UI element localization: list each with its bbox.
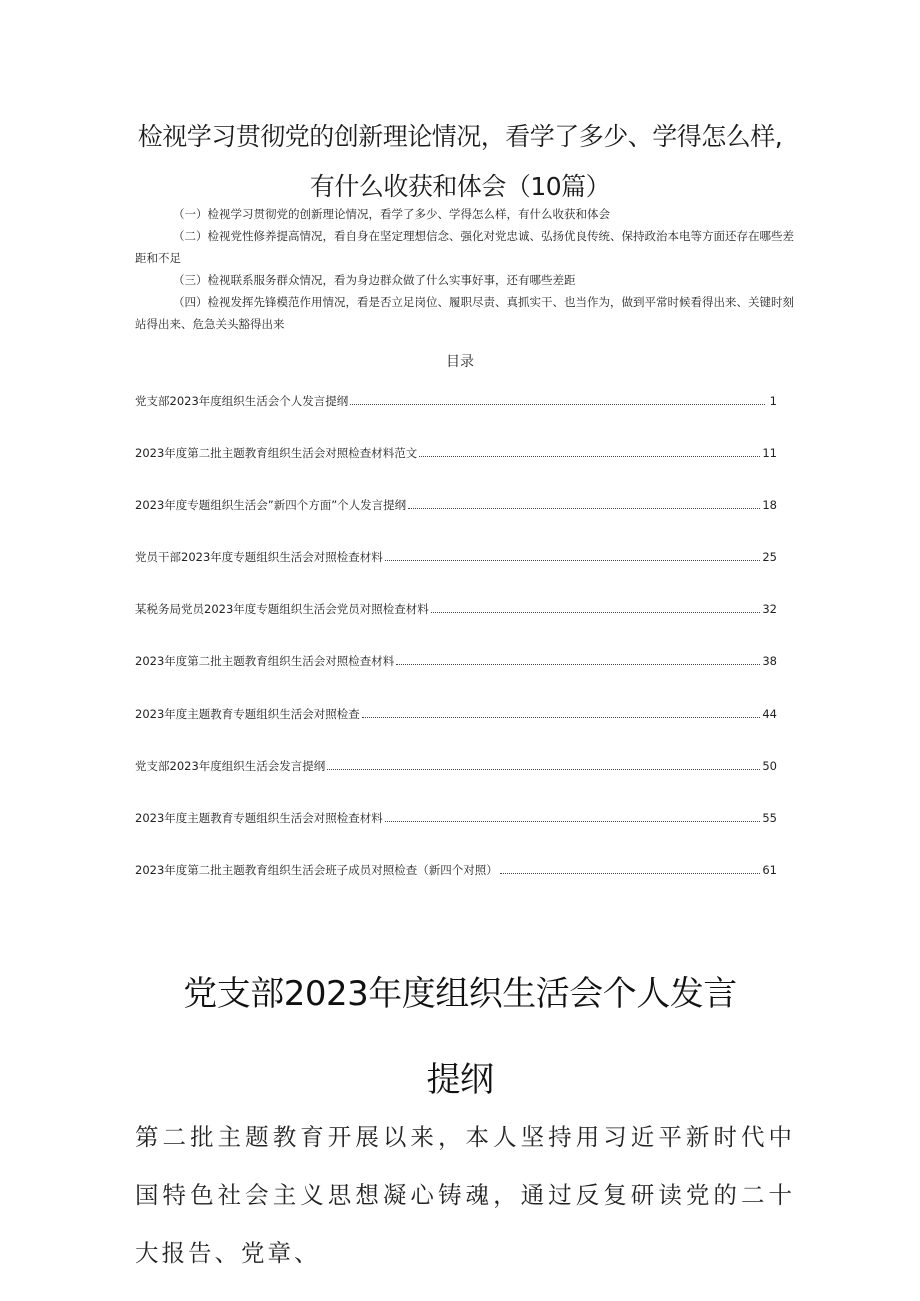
document-title-line-1: 检视学习贯彻党的创新理论情况，看学了多少、学得怎么样, [137, 122, 783, 151]
toc-entry-title: 2023年度专题组织生活会”新四个方面”个人发言提纲 [135, 498, 407, 513]
toc-entry-page: 38 [762, 654, 777, 669]
body-paragraph: 第二批主题教育开展以来，本人坚持用习近平新时代中国特色社会主义思想凝心铸魂，通过反复研读党的二十大报告、党章、 [135, 1123, 795, 1267]
toc-entry[interactable] [135, 807, 777, 859]
toc-entry-page: 25 [762, 550, 777, 565]
toc-leader-dots [327, 755, 760, 770]
toc-entry-title: 党员干部2023年度专题组织生活会对照检查材料 [135, 550, 383, 565]
toc-heading: 目录 [446, 354, 474, 370]
section-title-line-1: 党支部2023年度组织生活会个人发言 [183, 974, 737, 1014]
toc-entry-page: 50 [762, 758, 777, 773]
toc-entry[interactable] [135, 546, 777, 598]
toc-entry-page: 18 [762, 498, 777, 513]
section-title-line-2: 提纲 [426, 1060, 494, 1100]
toc-entry-page: 11 [762, 446, 777, 461]
intro-item-2: （二）检视党性修养提高情况，看自身在坚定理想信念、强化对党忠诚、弘扬优良传统、保持政治本电等方面还存在哪些差距和不足 [135, 229, 794, 265]
toc-leader-dots [396, 650, 760, 665]
toc-entry-page: 55 [762, 810, 777, 825]
toc-leader-dots [419, 442, 760, 457]
toc-entry-page: 1 [769, 394, 777, 408]
table-of-contents [135, 390, 777, 911]
intro-list [135, 203, 795, 335]
toc-entry[interactable] [135, 494, 777, 546]
toc-entry-title: 2023年度主题教育专题组织生活会对照检查 [135, 706, 360, 721]
toc-entry-title: 2023年度第二批主题教育组织生活会对照检查材料 [135, 654, 395, 669]
toc-entry[interactable] [135, 703, 777, 755]
toc-entry-page: 61 [762, 862, 777, 877]
toc-entry[interactable] [135, 755, 777, 807]
toc-entry-title: 2023年度第二批主题教育组织生活会班子成员对照检查（新四个对照） [135, 862, 498, 877]
toc-entry-page: 44 [762, 706, 777, 721]
intro-item-4: （四）检视发挥先锋模范作用情况，看是否立足岗位、履职尽责、真抓实干、也当作为，做到平常时候看得出来、关键时刻站得出来、危急关头豁得出来 [135, 295, 794, 331]
toc-leader-dots [350, 390, 765, 405]
toc-entry[interactable] [135, 390, 777, 442]
toc-entry-title: 某税务局党员2023年度专题组织生活会党员对照检查材料 [135, 602, 429, 617]
toc-entry[interactable] [135, 859, 777, 911]
intro-item-3: （三）检视联系服务群众情况，看为身边群众做了什么实事好事，还有哪些差距 [173, 273, 576, 287]
document-title-line-2: 有什么收获和体会（10篇） [309, 172, 611, 201]
toc-leader-dots [431, 598, 761, 613]
toc-entry-title: 2023年度主题教育专题组织生活会对照检查材料 [135, 810, 383, 825]
toc-entry-title: 党支部2023年度组织生活会发言提纲 [135, 758, 326, 773]
toc-leader-dots [500, 859, 761, 874]
intro-item-1: （一）检视学习贯彻党的创新理论情况，看学了多少、学得怎么样，有什么收获和体会 [173, 207, 610, 221]
toc-entry[interactable] [135, 598, 777, 650]
toc-entry[interactable] [135, 650, 777, 702]
toc-leader-dots [385, 546, 761, 561]
toc-leader-dots [408, 494, 760, 509]
toc-entry-title: 党支部2023年度组织生活会个人发言提纲 [135, 394, 349, 408]
toc-entry-page: 32 [762, 602, 777, 617]
toc-leader-dots [362, 703, 761, 718]
toc-leader-dots [385, 807, 761, 822]
toc-entry-title: 2023年度第二批主题教育组织生活会对照检查材料范文 [135, 446, 418, 461]
toc-entry[interactable] [135, 442, 777, 494]
